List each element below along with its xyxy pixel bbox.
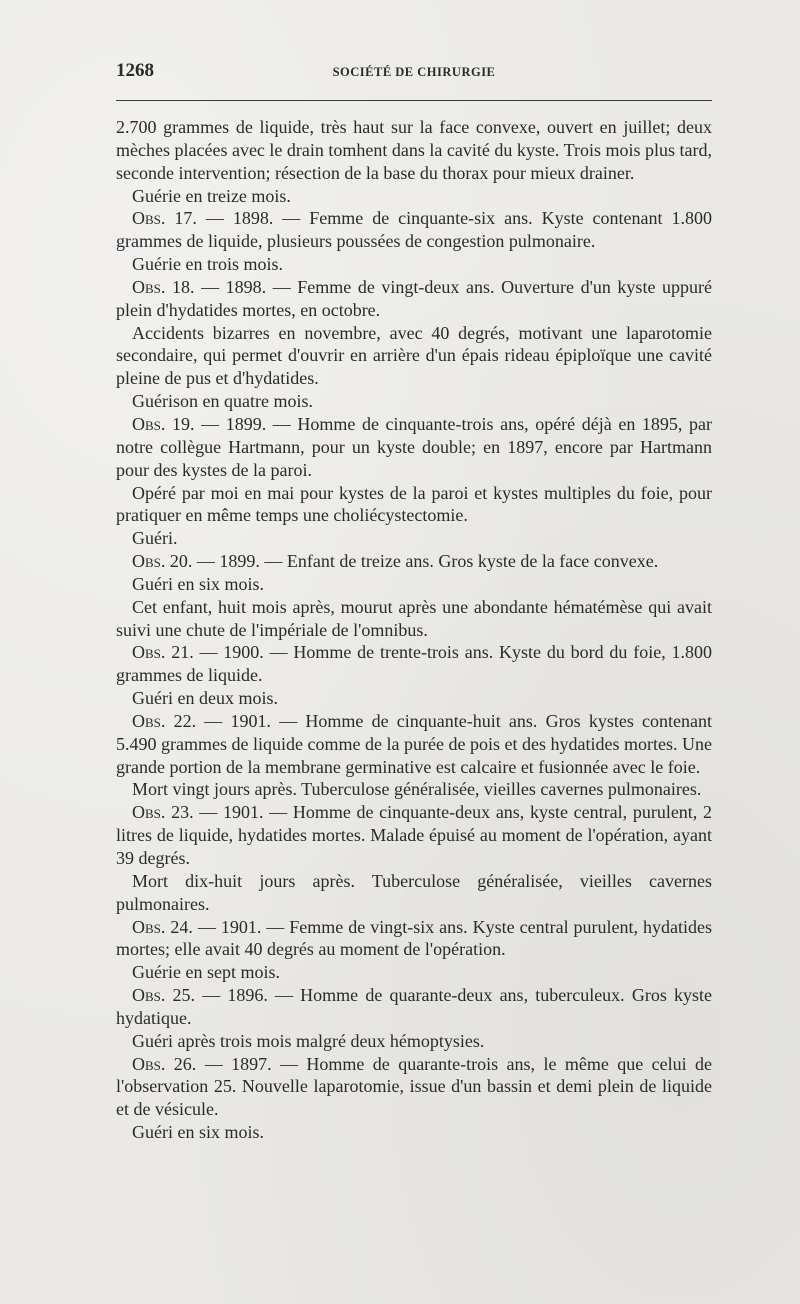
obs-label: Obs. xyxy=(132,916,166,937)
observation-paragraph: Obs. 23. — 1901. — Homme de cinquante-deux ans, kyste central, purulent, 2 litres de liquide, hydatides mortes. Malade épuisé au moment de l'opération, ayant 39 degrés. xyxy=(116,802,712,868)
obs-label: Obs. xyxy=(132,985,166,1006)
paragraph: Guéri après trois mois malgré deux hémoptysies. xyxy=(132,1030,485,1051)
paragraph: Guéri en six mois. xyxy=(132,573,264,594)
running-head: SOCIÉTÉ DE CHIRURGIE xyxy=(332,65,496,79)
paragraph: Guéri en deux mois. xyxy=(132,688,278,709)
paragraph: 2.700 grammes de liquide, très haut sur la face convexe, ouvert en juillet; deux mèches placées avec le drain tomhent dans la cavité du kyste. Trois mois plus tard, seconde intervention; résection de la base du thorax pour mieux drainer. xyxy=(116,117,712,183)
paragraph: Guéri en six mois. xyxy=(132,1122,264,1143)
paragraph: Accidents bizarres en novembre, avec 40 degrés, motivant une laparotomie secondaire, qui permet d'ouvrir en arrière d'un épais rideau épiploïque une cavité pleine de pus et d'hydatides. xyxy=(116,322,712,389)
body-text xyxy=(116,116,712,1144)
page-header xyxy=(116,56,712,90)
paragraph: Cet enfant, huit mois après, mourut après une abondante hématémèse qui avait suivi une chute de l'impériale de l'omnibus. xyxy=(116,596,712,640)
obs-label: Obs. xyxy=(132,276,166,297)
observation-paragraph: Obs. 22. — 1901. — Homme de cinquante-huit ans. Gros kystes contenant 5.490 grammes de liquide comme de la purée de pois et des hydatides mortes. Une grande portion de la membrane germinative est calcaire et fusionnée avec le foie. xyxy=(116,710,712,777)
obs-label: Obs. xyxy=(132,551,166,572)
obs-label: Obs. xyxy=(132,710,166,731)
paragraph: Opéré par moi en mai pour kystes de la paroi et kystes multiples du foie, pour pratiquer en même temps une choliécystectomie. xyxy=(116,482,712,526)
obs-label: Obs. xyxy=(132,208,166,229)
obs-label: Obs. xyxy=(132,413,166,434)
observation-paragraph: Obs. 25. — 1896. — Homme de quarante-deux ans, tuberculeux. Gros kyste hydatique. xyxy=(116,985,712,1028)
obs-label: Obs. xyxy=(132,802,166,823)
observation-paragraph: Obs. 24. — 1901. — Femme de vingt-six ans. Kyste central purulent, hydatides mortes; elle avait 40 degrés au moment de l'opération. xyxy=(116,916,712,960)
observation-paragraph: Obs. 20. — 1899. — Enfant de treize ans. Gros kyste de la face convexe. xyxy=(132,551,659,572)
obs-label: Obs. xyxy=(132,642,166,663)
observation-paragraph: Obs. 21. — 1900. — Homme de trente-trois ans. Kyste du bord du foie, 1.800 grammes de liquide. xyxy=(116,642,712,686)
paragraph: Guérie en trois mois. xyxy=(132,254,283,275)
observation-paragraph: Obs. 18. — 1898. — Femme de vingt-deux ans. Ouverture d'un kyste uppuré plein d'hydatides mortes, en octobre. xyxy=(116,276,712,320)
paragraph: Guéri. xyxy=(132,528,178,549)
observation-paragraph: Obs. 26. — 1897. — Homme de quarante-trois ans, le même que celui de l'observation 25. Nouvelle laparotomie, issue d'un bassin et demi plein de liquide et de vésicule. xyxy=(116,1053,712,1120)
header-rule xyxy=(116,100,712,101)
paragraph: Guérie en sept mois. xyxy=(132,962,280,983)
observation-paragraph: Obs. 17. — 1898. — Femme de cinquante-six ans. Kyste contenant 1.800 grammes de liquide, plusieurs poussées de congestion pulmonaire. xyxy=(116,208,712,252)
observation-paragraph: Obs. 19. — 1899. — Homme de cinquante-trois ans, opéré déjà en 1895, par notre collègue Hartmann, pour un kyste double; en 1897, encore par Hartmann pour des kystes de la paroi. xyxy=(116,413,712,480)
paragraph: Guérison en quatre mois. xyxy=(132,391,313,412)
paragraph: Mort vingt jours après. Tuberculose généralisée, vieilles cavernes pulmonaires. xyxy=(132,779,702,800)
obs-label: Obs. xyxy=(132,1053,166,1074)
page-number: 1268 xyxy=(116,60,154,81)
paragraph: Mort dix-huit jours après. Tuberculose généralisée, vieilles cavernes pulmonaires. xyxy=(116,870,712,914)
paragraph: Guérie en treize mois. xyxy=(132,185,291,206)
